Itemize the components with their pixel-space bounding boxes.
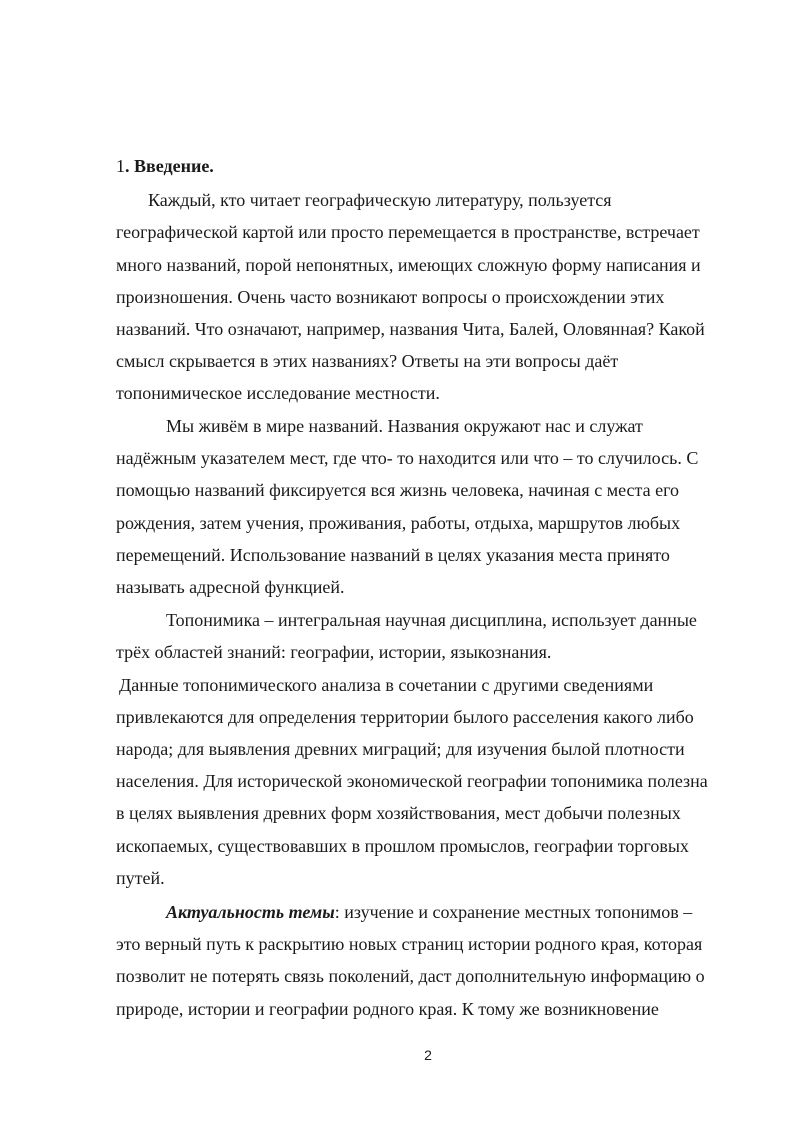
text-line: смысл скрывается в этих названиях? Ответы на эти вопросы даёт: [116, 351, 619, 371]
text-line: ископаемых, существовавших в прошлом промыслов, географии торговых: [116, 836, 689, 856]
heading-title: . Введение.: [125, 156, 214, 176]
text-line: Данные топонимического анализа в сочетании с другими сведениями: [119, 675, 654, 695]
text-line: это верный путь к раскрытию новых страниц истории родного края, которая: [116, 934, 703, 954]
section-heading: [116, 155, 214, 177]
text-line: произношения. Очень часто возникают вопросы о происхождении этих: [116, 287, 665, 307]
page-number: 2: [424, 1047, 432, 1063]
text-line: Мы живём в мире названий. Названия окружают нас и служат: [166, 416, 643, 436]
text-line: рождения, затем учения, проживания, работы, отдыха, маршрутов любых: [116, 513, 681, 533]
relevance-line: [166, 901, 692, 923]
relevance-label: Актуальность темы: [166, 902, 335, 922]
heading-number: 1: [116, 156, 125, 176]
text-line: народа; для выявления древних миграций; для изучения былой плотности: [116, 739, 685, 759]
text-line: позволит не потерять связь поколений, даст дополнительную информацию о: [116, 966, 705, 986]
text-line: топонимическое исследование местности.: [116, 383, 440, 403]
text-line: Каждый, кто читает географическую литературу, пользуется: [148, 190, 612, 210]
relevance-text: : изучение и сохранение местных топонимов –: [334, 902, 693, 922]
text-line: путей.: [116, 868, 165, 888]
text-line: населения. Для исторической экономической географии топонимика полезна: [116, 771, 708, 791]
text-line: природе, истории и географии родного края. К тому же возникновение: [116, 999, 659, 1019]
text-line: в целях выявления древних форм хозяйствования, мест добычи полезных: [116, 803, 681, 823]
text-line: много названий, порой непонятных, имеющих сложную форму написания и: [116, 255, 701, 275]
text-line: перемещений. Использование названий в целях указания места принято: [116, 545, 670, 565]
text-line: географической картой или просто перемещается в пространстве, встречает: [116, 222, 700, 242]
text-line: надёжным указателем мест, где что- то находится или что – то случилось. С: [116, 448, 699, 468]
text-line: трёх областей знаний: географии, истории, языкознания.: [116, 642, 552, 662]
text-line: помощью названий фиксируется вся жизнь человека, начиная с места его: [116, 480, 680, 500]
text-line: названий. Что означают, например, названия Чита, Балей, Оловянная? Какой: [116, 319, 705, 339]
text-line: привлекаются для определения территории былого расселения какого либо: [116, 707, 694, 727]
text-line: называть адресной функцией.: [116, 577, 345, 597]
text-line: Топонимика – интегральная научная дисциплина, использует данные: [166, 610, 697, 630]
